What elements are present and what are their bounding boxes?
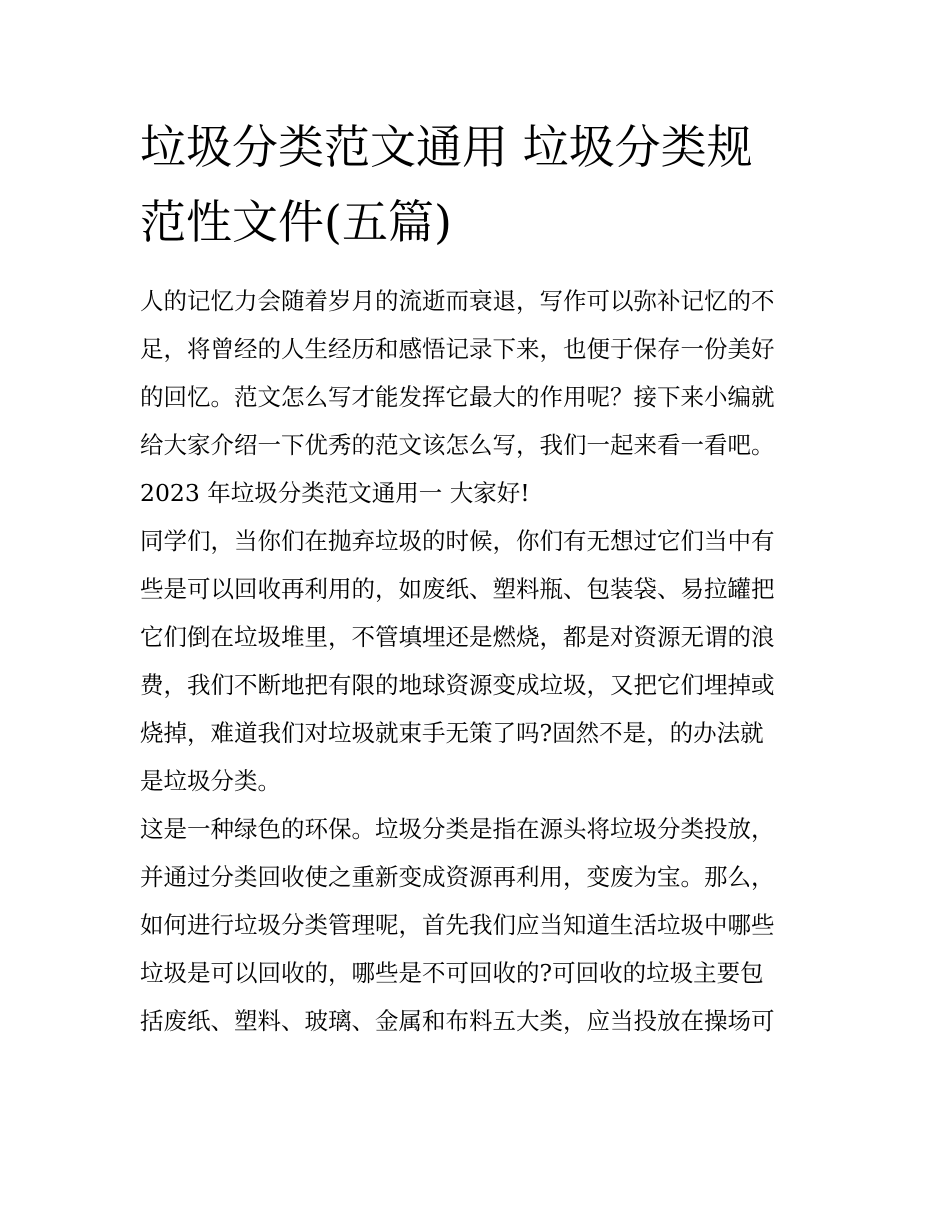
body-line: 这是一种绿色的环保。垃圾分类是指在源头将垃圾分类投放， — [140, 815, 775, 843]
body-line: 足，将曾经的人生经历和感悟记录下来，也便于保存一份美好 — [140, 335, 775, 363]
body-line: 是垃圾分类。 — [140, 767, 281, 795]
body-line: 如何进行垃圾分类管理呢，首先我们应当知道生活垃圾中哪些 — [140, 911, 775, 939]
body-line: 同学们，当你们在抛弃垃圾的时候，你们有无想过它们当中有 — [140, 527, 775, 555]
document-title — [140, 110, 830, 260]
title-line: 垃圾分类范文通用 垃圾分类规 — [140, 120, 753, 174]
title-line: 范性文件(五篇) — [140, 195, 452, 249]
body-line: 并通过分类回收使之重新变成资源再利用，变废为宝。那么， — [140, 863, 775, 891]
body-line: 烧掉，难道我们对垃圾就束手无策了吗?固然不是，的办法就 — [140, 719, 764, 747]
body-line: 人的记忆力会随着岁月的流逝而衰退，写作可以弥补记忆的不 — [140, 287, 775, 315]
subheading-line: 2023 年垃圾分类范文通用一 大家好! — [140, 479, 530, 507]
body-line: 的回忆。范文怎么写才能发挥它最大的作用呢？接下来小编就 — [140, 383, 775, 411]
body-line: 给大家介绍一下优秀的范文该怎么写，我们一起来看一看吧。 — [140, 431, 775, 459]
body-line: 费，我们不断地把有限的地球资源变成垃圾，又把它们埋掉或 — [140, 671, 775, 699]
body-line: 垃圾是可以回收的，哪些是不可回收的?可回收的垃圾主要包 — [140, 959, 764, 987]
document-body — [140, 277, 840, 1045]
body-line: 括废纸、塑料、玻璃、金属和布料五大类，应当投放在操场可 — [140, 1007, 775, 1035]
body-line: 它们倒在垃圾堆里，不管填埋还是燃烧，都是对资源无谓的浪 — [140, 623, 775, 651]
body-line: 些是可以回收再利用的，如废纸、塑料瓶、包装袋、易拉罐把 — [140, 575, 775, 603]
